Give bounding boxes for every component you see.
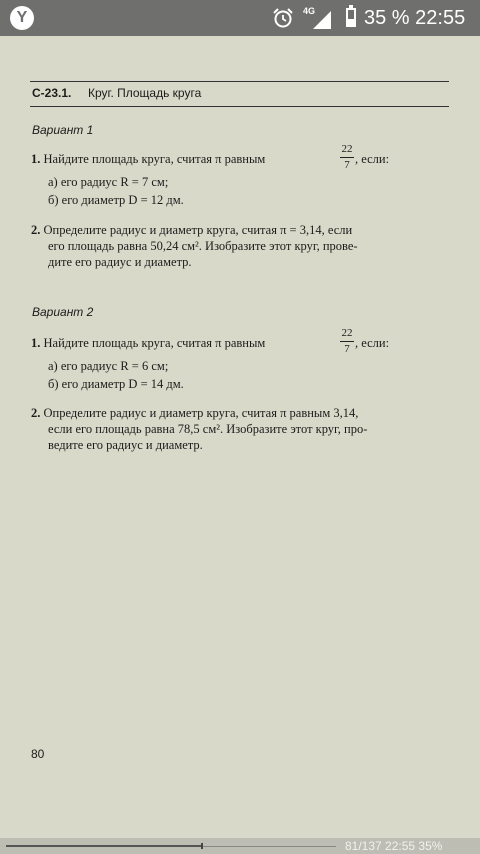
v2-task1-a: а) его радиус R = 6 см; [48, 359, 169, 373]
fraction-numerator: 22 [341, 143, 353, 155]
fraction-numerator: 22 [341, 327, 353, 339]
task-text: Определите радиус и диаметр круга, считая π = 3,14, если [43, 223, 353, 237]
v2-task2-line1 [31, 406, 358, 421]
v1-task2-line1 [31, 223, 352, 238]
variant-1-heading: Вариант 1 [32, 123, 94, 137]
document-page[interactable] [0, 36, 480, 836]
task-text: Определите радиус и диаметр круга, считая π равным 3,14, [43, 406, 359, 420]
clock: 22:55 [415, 7, 466, 29]
v1-task1-b: б) его диаметр D = 12 дм. [48, 193, 184, 207]
fraction-denominator: 7 [344, 159, 350, 171]
reader-info: 81/137 22:55 35% [345, 839, 443, 853]
signal-icon [313, 11, 331, 29]
alarm-clock-icon [272, 7, 294, 29]
v2-task1-b: б) его диаметр D = 14 дм. [48, 377, 184, 391]
task-number: 1. [31, 336, 41, 350]
reading-progress-handle[interactable] [201, 843, 203, 849]
battery-percent: 35 % [364, 7, 410, 29]
task-text: Найдите площадь круга, считая π равным [43, 152, 266, 166]
fraction-bar [340, 341, 354, 342]
section-number: С-23.1. [32, 86, 72, 100]
task-number: 2. [31, 406, 41, 420]
v1-task2-line3: дите его радиус и диаметр. [48, 255, 192, 269]
battery-icon [346, 8, 356, 27]
reading-progress-fill [6, 845, 201, 847]
v1-task2-line2: его площадь равна 50,24 см². Изобразите этот круг, прове- [48, 239, 358, 253]
app-logo-icon: Y [10, 6, 34, 30]
v2-fraction [340, 327, 354, 356]
section-header [30, 81, 449, 107]
status-text [364, 6, 465, 30]
status-bar [0, 0, 480, 36]
v1-task1-a: а) его радиус R = 7 см; [48, 175, 169, 189]
task-number: 2. [31, 223, 41, 237]
v2-task1 [31, 336, 265, 351]
v1-task1-tail: , если: [355, 152, 390, 166]
v2-task2-line2: если его площадь равна 78,5 см². Изобразите этот круг, про- [48, 422, 368, 436]
page-number: 80 [31, 747, 45, 761]
fraction-bar [340, 157, 354, 158]
section-title: Круг. Площадь круга [88, 86, 202, 100]
v2-task1-tail: , если: [355, 336, 390, 350]
v1-fraction [340, 143, 354, 172]
task-number: 1. [31, 152, 41, 166]
v1-task1 [31, 152, 265, 167]
network-type: 4G [303, 6, 316, 16]
task-text: Найдите площадь круга, считая π равным [43, 336, 266, 350]
fraction-denominator: 7 [344, 343, 350, 355]
variant-2-heading: Вариант 2 [32, 305, 94, 319]
v2-task2-line3: ведите его радиус и диаметр. [48, 438, 203, 452]
reader-bottom-bar [0, 838, 480, 854]
